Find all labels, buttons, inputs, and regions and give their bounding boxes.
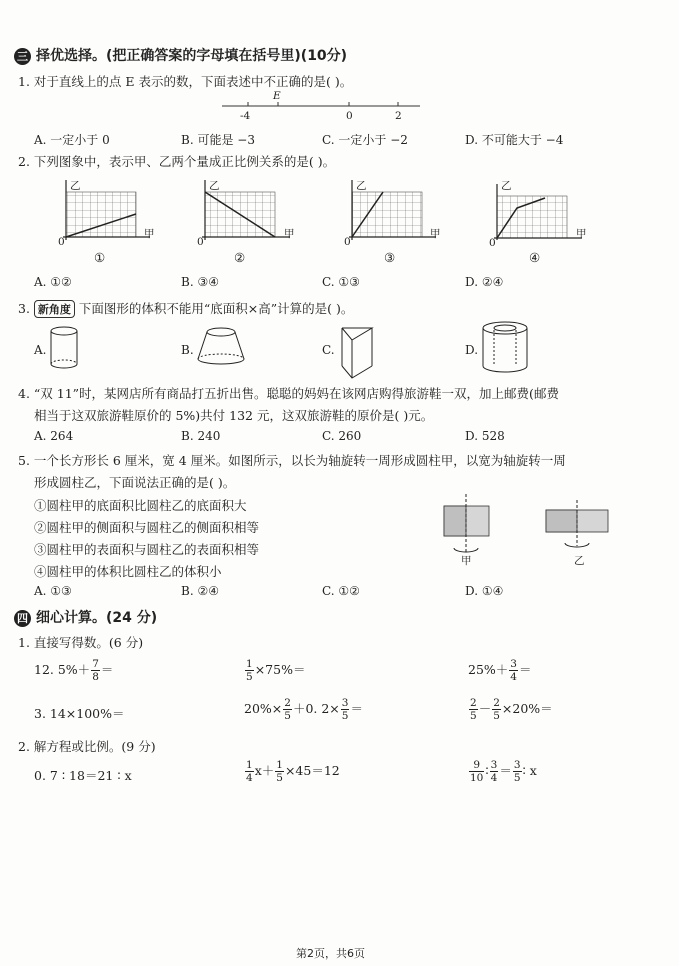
graph-label: ① (94, 250, 106, 265)
numerator: 1 (246, 759, 253, 771)
expr-text: － (478, 701, 492, 716)
expr-text: 25%＋ (468, 662, 509, 677)
fraction (492, 697, 501, 722)
origin-label: 0 (58, 236, 65, 248)
figure-label-yi: 乙 (574, 555, 585, 567)
fraction (469, 697, 478, 722)
origin-label: 0 (489, 237, 496, 249)
numerator: 1 (246, 658, 253, 670)
calc-1-item-6 (468, 697, 553, 722)
page-footer: 第2页，共6页 (296, 947, 365, 960)
fraction (509, 658, 518, 683)
denominator: 4 (510, 671, 517, 683)
numerator: 2 (493, 697, 500, 709)
equation-3 (468, 759, 537, 784)
fraction (245, 759, 254, 784)
q5-option-a: A. ①③ (34, 584, 72, 598)
calc-1-item-1 (34, 658, 113, 683)
figure-label-jia: 甲 (461, 555, 472, 567)
q4-option-d: D. 528 (465, 429, 505, 443)
fraction (91, 658, 100, 683)
calc-1-item-2 (244, 658, 305, 683)
fraction (469, 759, 484, 784)
origin-label: 0 (344, 236, 351, 248)
fraction (490, 759, 499, 784)
question-5-line-2: 形成圆柱乙，下面说法正确的是( )。 (34, 475, 236, 490)
denominator: 4 (246, 772, 253, 784)
numerator: 9 (469, 759, 484, 772)
graph-label: ③ (384, 250, 396, 265)
y-axis-label: 乙 (356, 180, 367, 192)
tick-label: -4 (240, 110, 251, 122)
q5-statement-2: ②圆柱甲的侧面积与圆柱乙的侧面积相等 (34, 520, 260, 535)
y-axis-label: 乙 (209, 180, 220, 192)
expr-text: ＝ (518, 662, 532, 677)
q3-option-b: B. (181, 343, 194, 357)
denominator: 5 (493, 710, 500, 722)
question-4-line-2: 相当于这双旅游鞋原价的 5%)共付 132 元，这双旅游鞋的原价是( )元。 (34, 408, 434, 423)
expr-text: ∶ (485, 763, 489, 778)
q3-option-c: C. (322, 343, 335, 357)
fraction (513, 759, 522, 784)
denominator: 5 (246, 671, 253, 683)
question-3-text: 下面图形的体积不能用“底面积×高”计算的是( )。 (78, 301, 354, 316)
cylinder-jia (444, 494, 489, 552)
q4-option-c: C. 260 (322, 429, 362, 443)
denominator: 5 (513, 772, 521, 784)
q5-option-b: B. ②④ (181, 584, 219, 598)
section-4-title: 细心计算。(24 分) (36, 610, 158, 626)
expr-text: ＝ (100, 662, 114, 677)
q2-option-d: D. ②④ (465, 275, 504, 289)
numerator: 7 (92, 658, 99, 670)
expr-text: x＋ (254, 763, 275, 778)
y-axis-label: 乙 (501, 180, 512, 192)
q5-option-d: D. ①④ (465, 584, 504, 598)
expr-text: ∶ x (522, 763, 537, 778)
denominator: 4 (490, 772, 498, 784)
q2-option-b: B. ③④ (181, 275, 219, 289)
denominator: 10 (470, 772, 484, 784)
expr-text: ×75%＝ (254, 662, 306, 677)
denominator: 5 (341, 710, 349, 722)
expr-text: ＝ (499, 763, 512, 778)
x-axis-label: 甲 (144, 228, 155, 240)
numerator: 3 (510, 658, 517, 670)
expr-text: ＋0. 2× (292, 701, 340, 716)
calc-2-title: 2. 解方程或比例。(9 分) (18, 739, 156, 754)
q5-statement-4: ④圆柱甲的体积比圆柱乙的体积小 (34, 564, 222, 579)
expr-text: ×45＝12 (284, 763, 340, 778)
q2-option-c: C. ①③ (322, 275, 360, 289)
numerator: 2 (470, 697, 477, 709)
section-number-badge: 四 (14, 610, 31, 627)
expr-text: 12. 5%＋ (34, 662, 91, 677)
x-axis-label: 甲 (430, 228, 441, 240)
q1-option-b: B. 可能是 −3 (181, 133, 255, 147)
graph-label: ④ (529, 250, 541, 265)
graph-label: ② (234, 250, 246, 265)
q5-option-c: C. ①② (322, 584, 360, 598)
fraction (275, 759, 284, 784)
denominator: 5 (284, 710, 291, 722)
q1-option-a: A. 一定小于 0 (34, 133, 110, 147)
tick-label: 2 (395, 110, 402, 122)
numerator: 3 (513, 759, 521, 771)
q5-statement-1: ①圆柱甲的底面积比圆柱乙的底面积大 (34, 498, 247, 513)
y-axis-label: 乙 (70, 180, 81, 192)
numerator: 3 (341, 697, 349, 709)
fraction (245, 658, 254, 683)
x-axis-label: 甲 (284, 228, 295, 240)
section-3-title: 择优选择。(把正确答案的字母填在括号里)(10分) (36, 48, 348, 64)
new-angle-tag: 新角度 (34, 300, 75, 318)
q4-option-b: B. 240 (181, 429, 221, 443)
numerator: 1 (276, 759, 283, 771)
cylinder-yi (546, 500, 608, 547)
tick-label: 0 (346, 110, 353, 122)
fraction (341, 697, 350, 722)
section-number-badge: 三 (14, 48, 31, 65)
expr-text: ＝ (350, 701, 363, 716)
point-e-label: E (273, 90, 281, 102)
denominator: 5 (276, 772, 283, 784)
denominator: 5 (470, 710, 477, 722)
fraction (283, 697, 292, 722)
question-1-text: 1. 对于直线上的点 E 表示的数，下面表述中不正确的是( )。 (18, 74, 353, 89)
equation-1: 0. 7 ∶ 18＝21 ∶ x (34, 768, 132, 783)
calc-1-title: 1. 直接写得数。(6 分) (18, 635, 144, 650)
question-2-text: 2. 下列图象中，表示甲、乙两个量成正比例关系的是( )。 (18, 154, 336, 169)
numerator: 2 (284, 697, 291, 709)
q5-statement-3: ③圆柱甲的表面积与圆柱乙的表面积相等 (34, 542, 260, 557)
equation-2 (244, 759, 340, 784)
q3-option-d: D. (465, 343, 479, 357)
calc-1-item-5 (244, 697, 363, 722)
calc-1-item-4: 3. 14×100%＝ (34, 706, 125, 721)
q2-option-a: A. ①② (34, 275, 72, 289)
x-axis-label: 甲 (576, 228, 587, 240)
question-5-line-1: 5. 一个长方形长 6 厘米，宽 4 厘米。如图所示，以长为轴旋转一周形成圆柱甲，以宽为轴旋转一周 (18, 453, 566, 468)
q3-option-a: A. (34, 343, 47, 357)
denominator: 8 (92, 671, 99, 683)
expr-text: ×20%＝ (501, 701, 553, 716)
numerator: 3 (490, 759, 498, 771)
section-4-header (14, 607, 157, 627)
question-4-line-1: 4. “双 11”时，某网店所有商品打五折出售。聪聪的妈妈在该网店购得旅游鞋一双，加上邮费(邮费 (18, 386, 559, 401)
expr-text: 20%× (244, 701, 283, 716)
q4-option-a: A. 264 (34, 429, 74, 443)
question-3-number: 3. (18, 301, 30, 316)
q1-option-c: C. 一定小于 −2 (322, 133, 408, 147)
origin-label: 0 (197, 236, 204, 248)
calc-1-item-3 (468, 658, 532, 683)
q1-option-d: D. 不可能大于 −4 (465, 133, 564, 147)
